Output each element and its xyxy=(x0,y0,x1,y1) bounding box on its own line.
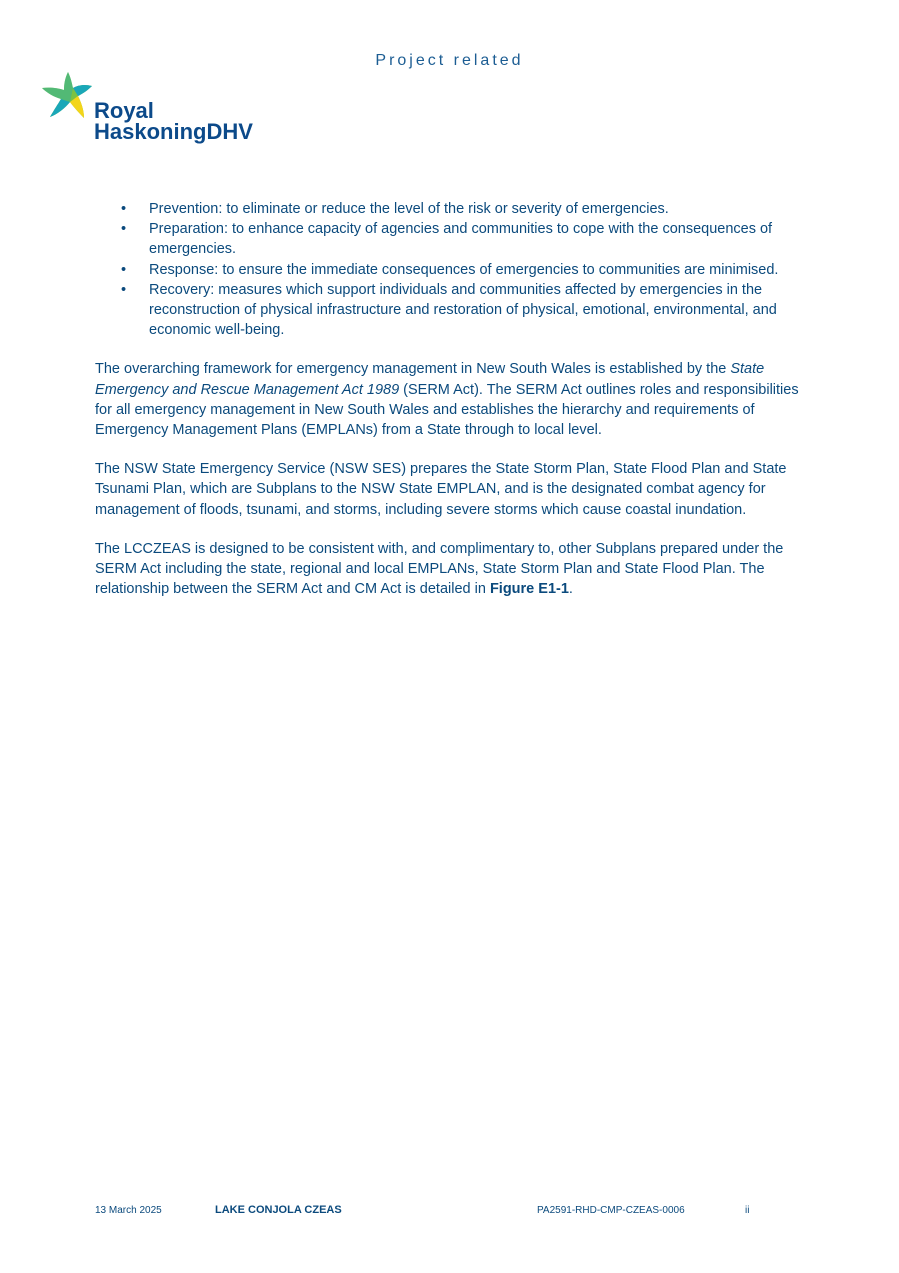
footer-reference: PA2591-RHD-CMP-CZEAS-0006 xyxy=(537,1205,685,1216)
document-body xyxy=(95,199,809,599)
logo-text-royal: Royal xyxy=(94,98,154,123)
phases-list xyxy=(95,199,809,340)
bullet-icon: • xyxy=(121,201,127,217)
footer-page-number: ii xyxy=(745,1205,750,1216)
list-item-text: Prevention: to eliminate or reduce the level of the risk or severity of emergencies. xyxy=(149,201,669,217)
paragraph-lcczeas: The LCCZEAS is designed to be consistent with, and complimentary to, other Subplans prepared under the SERM Act including the state, regional and local EMPLANs, State Storm Plan and State Flood Plan. The relationship between the SERM Act and CM Act is detailed in Figure E1-1. xyxy=(95,540,784,598)
list-item-text: Recovery: measures which support individuals and communities affected by emergencies in the reconstruction of physical infrastructure and restoration of physical, emotional, environmental, and economic well-being. xyxy=(149,281,777,339)
list-item xyxy=(95,280,809,341)
list-item xyxy=(95,199,809,219)
paragraph-serm-framework: The overarching framework for emergency management in New South Wales is established by the State Emergency and Rescue Management Act 1989 (SERM Act). The SERM Act outlines roles and responsibilities for all emergency management in New South Wales and establishes the hierarchy and requirements of Emergency Management Plans (EMPLANs) from a State through to local level. xyxy=(95,361,799,439)
paragraph-nsw-ses: The NSW State Emergency Service (NSW SES) prepares the State Storm Plan, State Flood Plan and State Tsunami Plan, which are Subplans to the NSW State EMPLAN, and is the designated combat agency for management of floods, tsunami, and storms, including severe storms which cause coastal inundation. xyxy=(95,461,787,518)
list-item xyxy=(95,260,809,280)
footer-date: 13 March 2025 xyxy=(95,1205,162,1216)
company-logo xyxy=(40,70,270,150)
footer-document-title: LAKE CONJOLA CZEAS xyxy=(215,1204,342,1216)
list-item-text: Preparation: to enhance capacity of agencies and communities to cope with the consequences of emergencies. xyxy=(149,221,773,258)
act-title: State Emergency and Rescue Management Act 1989 xyxy=(95,361,765,398)
list-item xyxy=(95,219,809,259)
page-footer xyxy=(0,1205,899,1221)
figure-reference: Figure E1-1 xyxy=(489,581,569,598)
bullet-icon: • xyxy=(121,281,127,298)
bullet-icon: • xyxy=(121,221,127,238)
header-classification: Project related xyxy=(375,52,524,69)
bullet-icon: • xyxy=(121,261,127,278)
logo-text-haskoningdhv: HaskoningDHV xyxy=(94,119,253,144)
list-item-text: Response: to ensure the immediate consequences of emergencies to communities are minimised. xyxy=(149,261,779,278)
